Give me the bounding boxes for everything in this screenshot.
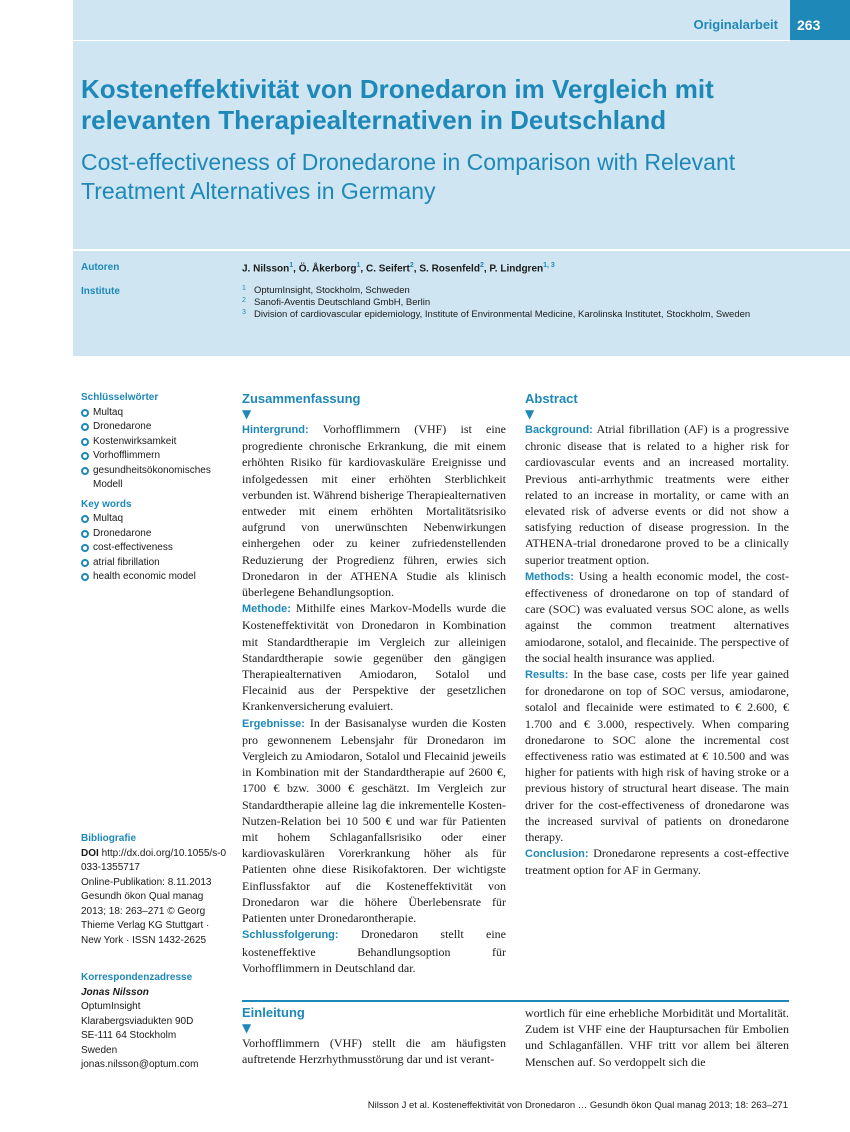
institute-item [242,297,430,308]
section-label: Methode: [242,603,291,616]
affiliation-mark: 2 [409,262,414,269]
section-label: Results: [525,669,569,682]
authors-label: Autoren [81,262,120,273]
footer-citation: Nilsson J et al. Kosteneffektivität von Dronedaron … Gesundh ökon Qual manag 2013; 18: 263–271 [367,1100,788,1111]
summary-paragraph [242,926,506,976]
institute-number: 1 [242,285,246,292]
keywords-de-title: Schlüsselwörter [81,392,159,403]
section-text: Atrial fibrillation (AF) is a progressive chronic disease that is related to a higher risk for cardiovascular events and an increased mortality. Previous anti-arrhythmic treatments were either related to an increase in mortality, or came with an elevated risk of adverse events or did not show a satisfying reduction of disease progression. In the ATHENA-trial dronedarone proved to be a clinically superior treatment option. [525,422,789,567]
institute-item [242,285,410,296]
author-list: J. Nilsson$^1$, Ö. Åkerborg$^1$, C. Seifert$^2$, S. Rosenfeld$^2$, P. Lindgren$^{1, 3}$ [242,262,555,275]
bullet-icon [81,559,89,567]
keyword-text: Dronedarone [93,421,152,432]
abstract-paragraph [525,845,789,878]
abstract-paragraph [525,666,789,845]
bullet-icon [81,530,89,538]
bullet-icon [81,467,89,475]
einleitung-title: Einleitung [242,1005,305,1020]
section-label: Conclusion: [525,848,589,861]
bibliography-line: New York · ISSN 1432-2625 [81,934,207,946]
doi-label: DOI [81,847,99,859]
institute-text: Division of cardiovascular epidemiology, Institute of Environmental Medicine, Karolinska Institutet, Stockholm, Sweden [254,309,751,320]
header-rule [73,40,790,41]
section-label: Schlussfolgerung: [242,929,339,942]
keyword-item [81,420,231,435]
correspondence-title: Korrespondenzadresse [81,972,193,983]
bullet-icon [81,573,89,581]
keyword-item [81,449,231,464]
email-link[interactable]: jonas.nilsson@optum.com [81,1059,199,1070]
section-text: Mithilfe eines Markov-Modells wurde die Kosteneffektivität von Dronedaron in Kombination mit Standardtherapie im Vergleich zur alleinigen Standardtherapie sowie gegenüber den gängigen Therapiealternativen Amiodaron, Sotalol und Flecainid aus der Perspektive der gesetzlichen Krankenversicherung evaluiert. [242,601,506,714]
zusammenfassung-column [242,391,506,976]
keyword-item [81,464,231,493]
keywords-en-title: Key words [81,498,132,510]
page-number: 263 [790,0,850,40]
keyword-text: Dronedarone [93,527,152,539]
summary-paragraph [242,715,506,927]
bullet-icon [81,515,89,523]
abstract-paragraph [525,421,789,568]
bibliography-block [81,832,231,948]
correspondence-line: Klarabergsviadukten 90D [81,1015,194,1027]
bibliography-line: Thieme Verlag KG Stuttgart · [81,920,210,931]
affiliation-mark: 1, 3 [543,262,555,269]
author-name: S. Rosenfeld [419,263,480,275]
section-text: In der Basisanalyse wurden die Kosten pro gewonnenem Lebensjahr für Dronedaron im Vergleich zu Amiodaron, Sotalol und Flecainid jeweils in Kombination mit der Standardtherapie auf 2600 €, 1700 € bzw. 3000 € geschätzt. Im Vergleich zur Standardtherapie alleine lag die inkrementelle Kosten-Nutzen-Relation bei 10 500 € und war für Patienten mit hohem Schlaganfallsrisiko oder einer kardiovaskulären Vorerkrankung höher als für Patienten ohne diese Risikofaktoren. Der wichtigste Einflussfaktor auf die Kosteneffektivität von Dronedaron war die höhere Überlebensrate für Patienten unter Dronedarontherapie. [242,715,507,926]
keyword-text: gesundheitsökonomisches Modell [93,464,211,490]
keyword-text: Multaq [93,513,124,524]
keyword-text: atrial fibrillation [93,556,160,568]
correspondence-line: SE-111 64 Stockholm [81,1030,177,1041]
keyword-item [81,541,231,556]
keyword-item [81,556,231,571]
correspondence-line: OptumInsight [81,1001,141,1012]
section-text: Dronedarone represents a cost-effective treatment option for AF in Germany. [525,846,789,878]
author-name: C. Seifert [365,263,410,275]
section-label: Ergebnisse: [242,717,305,730]
section-label: Hintergrund: [242,424,309,436]
section-text: Vorhofflimmern (VHF) ist eine progrediente chronische Erkrankung, die mit einem erhöhten Risiko für kardiovaskuläre Ereignisse und infolgedessen mit einer erhöhten Sterblichkeit verbunden ist. Während bisherige Therapiealternativen entweder mit einem erhöhten Mortalitätsrisiko aufgrund von unerwünschten Nebenwirkungen einhergehen oder zu keiner zufriedenstellenden Reduzierung der Progredienz führen, erwies sich Dronedaron in der ATHENA Studie als klinisch überlegene Behandlungsoption. [242,422,506,600]
section-rule [242,1000,789,1002]
correspondence-name: Jonas Nilsson [81,986,149,998]
keyword-text: Kostenwirksamkeit [93,435,177,447]
summary-paragraph [242,600,506,714]
institutes-label: Institute [81,286,120,297]
triangle-down-icon: ▼ [242,407,252,421]
institute-number: 3 [242,309,246,316]
author-name: Ö. Åkerborg [298,263,357,275]
author-name: J. Nilsson [242,263,290,275]
affiliation-mark: 1 [356,262,361,269]
section-text: Dronedaron stellt eine kosteneffektive Behandlungsoption für Vorhofflimmern in Deutschland dar. [242,927,506,975]
title-english: Cost-effectiveness of Dronedarone in Comparison with Relevant Treatment Alternatives in Germany [81,149,736,204]
keyword-text: Vorhofflimmern [93,450,161,461]
institute-number: 2 [242,297,246,304]
doi-line [81,847,231,876]
bullet-icon [81,438,89,446]
summary-paragraph [242,421,506,600]
article-type: Originalarbeit [693,17,778,32]
bibliography-title: Bibliografie [81,833,137,844]
keyword-item [81,512,231,527]
author-name: P. Lindgren [489,263,544,275]
doi-link[interactable]: http://dx.doi.org/10.1055/s-0033-1355717 [81,847,227,873]
triangle-down-icon: ▼ [525,407,535,421]
section-label: Background: [525,424,593,436]
correspondence-line: Sweden [81,1044,118,1056]
keyword-text: health economic model [93,571,196,582]
keyword-text: cost-effectiveness [93,542,173,553]
bullet-icon [81,423,89,431]
abstract-title: Abstract [525,391,578,406]
bullet-icon [81,409,89,417]
keyword-text: Multaq [93,406,124,418]
keyword-item [81,435,231,450]
einleitung-column-2 [525,1005,789,1070]
abstract-paragraph [525,568,789,666]
einleitung-column-1 [242,1005,506,1067]
keyword-item [81,527,231,542]
intro-text: wortlich für eine erhebliche Morbidität und Mortalität. Zudem ist VHF eine der Hauptursachen für Embolien und Schlaganfällen. VHF tritt vor allem bei älteren Menschen auf. So verdoppelt sich die [525,1006,789,1069]
keywords-sidebar [81,391,231,585]
institute-item [242,309,750,320]
bullet-icon [81,452,89,460]
section-text: In the base case, costs per life year gained for dronedarone on top of SOC versus, amiodarone, sotalol and flecainide were estimated to € 2.600, € 1.700 and € 3.000, respectively. When comparing dronedarone to SOC alone the incremental cost effectiveness ratio was estimated at € 10.500 and was higher for patients with high risk of having stroke or a previous history of structural heart disease. The main driver for the cost-effectiveness of dronedarone was the increased survival of patients on dronedarone therapy. [525,667,789,845]
section-text: Using a health economic model, the cost-effectiveness of dronedarone on top of standard of care (SOC) was evaluated versus SOC alone, as wells against the common treatment alternatives amiodarone, sotalol, and flecainide. The perspective of the social health insurance was applied. [525,568,790,665]
title-german: Kosteneffektivität von Dronedaron im Vergleich mit relevanten Therapiealternativen in Deutschland [81,74,714,135]
correspondence-block [81,971,231,1073]
affiliation-mark: 2 [479,262,484,269]
bibliography-line: Online-Publikation: 8.11.2013 [81,876,212,888]
zusammenfassung-title: Zusammenfassung [242,391,361,406]
intro-text: Vorhofflimmern (VHF) stellt die am häufigsten auftretende Herzrhythmusstörung dar und ist verant- [242,1036,506,1067]
keyword-item [81,570,231,585]
bibliography-line: Gesundh ökon Qual manag [81,891,204,902]
institute-text: Sanofi-Aventis Deutschland GmbH, Berlin [254,297,431,308]
affiliation-mark: 1 [289,262,294,269]
section-label: Methods: [525,570,574,583]
abstract-column [525,391,789,879]
bibliography-line: 2013; 18: 263–271 © Georg [81,905,206,917]
institute-text: OptumInsight, Stockholm, Schweden [254,285,410,296]
keyword-item [81,406,231,421]
triangle-down-icon: ▼ [242,1021,252,1035]
bullet-icon [81,544,89,552]
